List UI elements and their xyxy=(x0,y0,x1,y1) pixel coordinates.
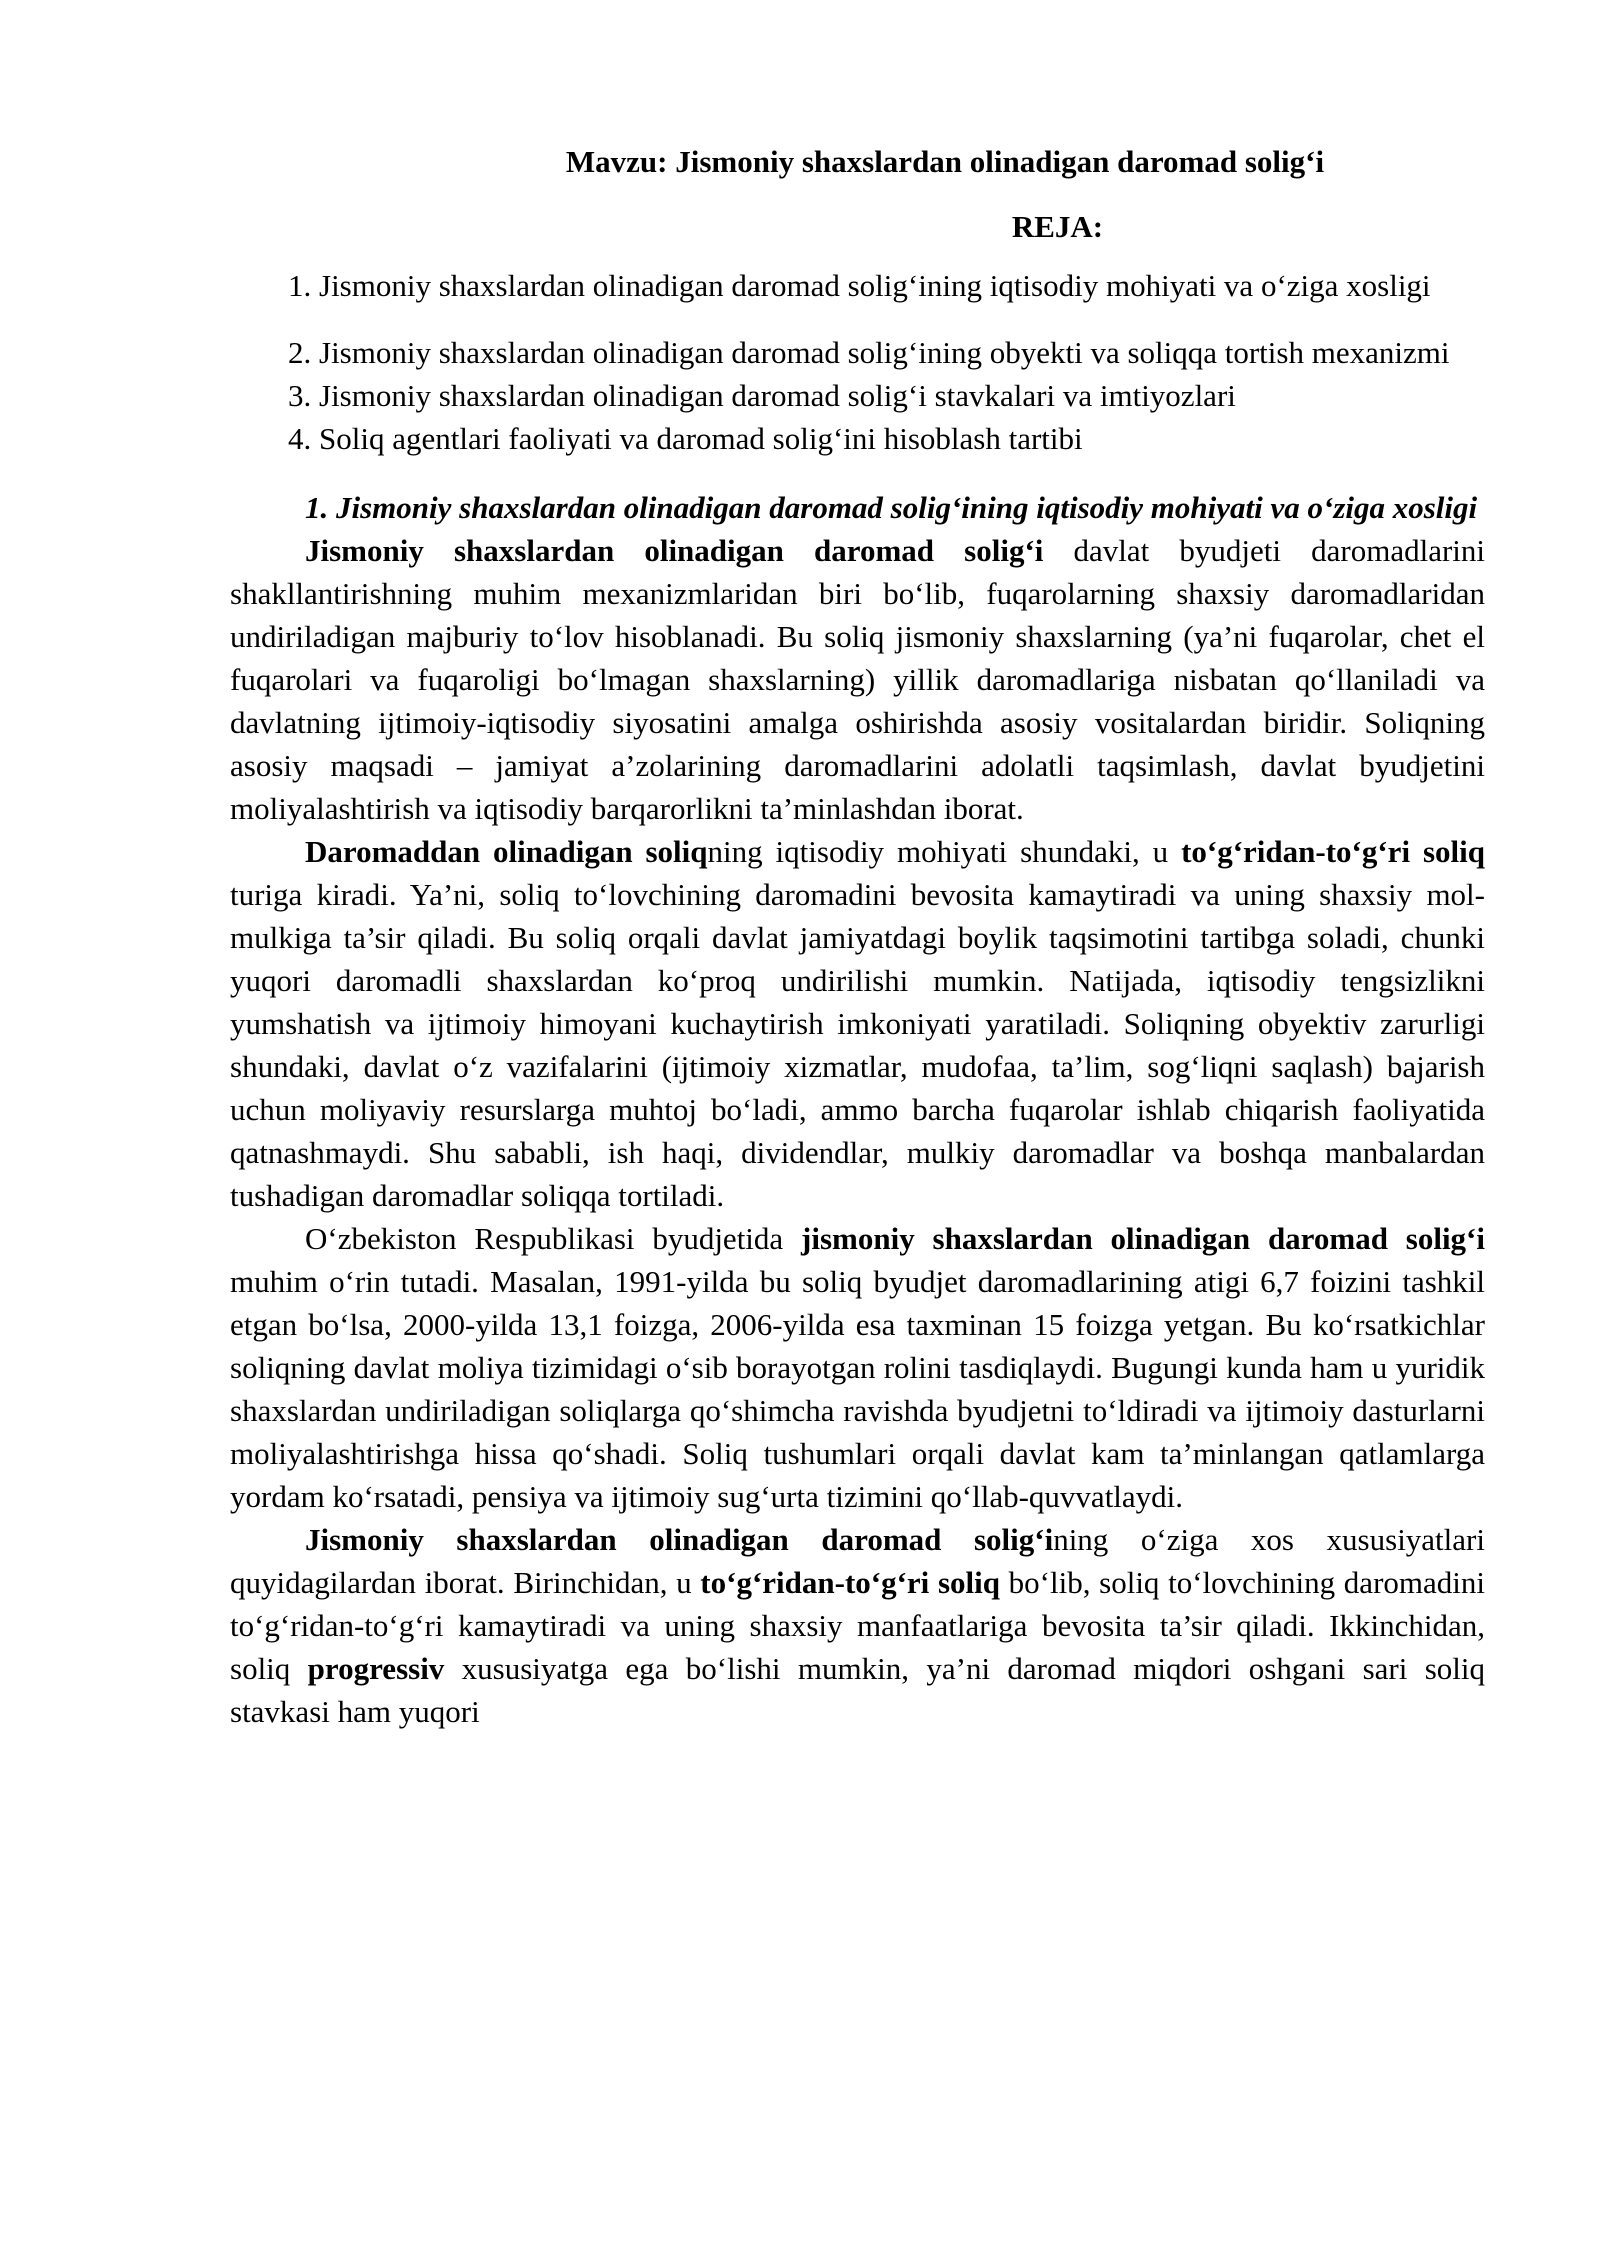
plan-item: 4. Soliq agentlari faoliyati va daromad solig‘ini hisoblash tartibi xyxy=(288,421,1083,456)
bold-term: Jismoniy shaxslardan olinadigan daromad solig‘i xyxy=(305,1522,1054,1557)
body-paragraph xyxy=(230,830,1485,1217)
paragraph-text: davlat byudjeti daromadlarini shakllantirishning muhim mexanizmlaridan biri bo‘lib, fuqarolarning shaxsiy daromadlaridan undiriladigan majburiy to‘lov hisoblanadi. Bu soliq jismoniy shaxslarning (ya’ni fuqarolar, chet el fuqarolari va fuqaroligi bo‘lmagan shaxslarning) yillik daromadlariga nisbatan qo‘llaniladi va davlatning ijtimoiy-iqtisodiy siyosatini amalga oshirishda asosiy vositalardan biridir. Soliqning asosiy maqsadi – jamiyat a’zolarining daromadlarini adolatli taqsimlash, davlat byudjetini moliyalashtirish va iqtisodiy barqarorlikni ta’minlashdan iborat. xyxy=(230,533,1485,826)
plan-item: 1. Jismoniy shaxslardan olinadigan daromad solig‘ining iqtisodiy mohiyati va o‘ziga xosligi xyxy=(288,268,1431,303)
document-title: Mavzu: Jismoniy shaxslardan olinadigan daromad solig‘i xyxy=(565,144,1325,179)
paragraph-text: muhim o‘rin tutadi. Masalan, 1991-yilda bu soliq byudjet daromadlarining atigi 6,7 foizini tashkil etgan bo‘lsa, 2000-yilda 13,1 foizga, 2006-yilda esa taxminan 15 foizga yetgan. Bu ko‘rsatkichlar soliqning davlat moliya tizimidagi o‘sib borayotgan rolini tasdiqlaydi. Bugungi kunda ham u yuridik shaxslardan undiriladigan soliqlarga qo‘shimcha ravishda byudjetni to‘ldiradi va ijtimoiy dasturlarni moliyalashtirishga hissa qo‘shadi. Soliq tushumlari orqali davlat kam ta’minlangan qatlamlarga yordam ko‘rsatadi, pensiya va ijtimoiy sug‘urta tizimini qo‘llab-quvvatlaydi. xyxy=(230,1264,1485,1514)
section-heading: 1. Jismoniy shaxslardan olinadigan daromad solig‘ining iqtisodiy mohiyati va o‘ziga xosligi xyxy=(305,490,1478,525)
paragraph-text: ning o‘ziga xos xususiyatlari quyidagilardan iborat. Birinchidan, u xyxy=(230,1522,1485,1600)
body-paragraph xyxy=(230,1518,1485,1733)
paragraph-text: bo‘lib, soliq to‘lovchining daromadini to‘g‘ridan-to‘g‘ri kamaytiradi va uning shaxsiy manfaatlariga bevosita ta’sir qiladi. Ikkinchidan, soliq xyxy=(230,1565,1485,1686)
paragraph-text: ning iqtisodiy mohiyati shundaki, u xyxy=(707,834,1182,869)
paragraph-text: turiga kiradi. Ya’ni, soliq to‘lovchining daromadini bevosita kamaytiradi va uning shaxsiy mol-mulkiga ta’sir qiladi. Bu soliq orqali davlat jamiyatdagi boylik taqsimotini tartibga soladi, chunki yuqori daromadli shaxslardan ko‘proq undirilishi mumkin. Natijada, iqtisodiy tengsizlikni yumshatish va ijtimoiy himoyani kuchaytirish imkoniyati yaratiladi. Soliqning obyektiv zarurligi shundaki, davlat o‘z vazifalarini (ijtimoiy xizmatlar, mudofaa, ta’lim, sog‘liqni saqlash) bajarish uchun moliyaviy resurslarga muhtoj bo‘ladi, ammo barcha fuqarolar ishlab chiqarish faoliyatida qatnashmaydi. Shu sababli, ish haqi, dividendlar, mulkiy daromadlar va boshqa manbalardan tushadigan daromadlar soliqqa tortiladi. xyxy=(230,877,1485,1213)
paragraph-text: xususiyatga ega bo‘lishi mumkin, ya’ni daromad miqdori oshgani sari soliq stavkasi ham yuqori xyxy=(230,1651,1485,1729)
bold-term: to‘g‘ridan-to‘g‘ri soliq xyxy=(1181,834,1485,869)
bold-term: progressiv xyxy=(307,1651,445,1686)
bold-term: to‘g‘ridan-to‘g‘ri soliq xyxy=(700,1565,1000,1600)
document-page xyxy=(230,140,1485,1733)
body-paragraph xyxy=(230,1217,1485,1518)
bold-term: Jismoniy shaxslardan olinadigan daromad solig‘i xyxy=(305,533,1044,568)
bold-term: jismoniy shaxslardan olinadigan daromad solig‘i xyxy=(801,1221,1485,1256)
plan-heading: REJA: xyxy=(1011,209,1104,244)
body-paragraph xyxy=(230,529,1485,830)
plan-item: 2. Jismoniy shaxslardan olinadigan daromad solig‘ining obyekti va soliqqa tortish mexanizmi xyxy=(288,335,1450,370)
paragraph-text: O‘zbekiston Respublikasi byudjetida xyxy=(305,1221,802,1256)
plan-item: 3. Jismoniy shaxslardan olinadigan daromad solig‘i stavkalari va imtiyozlari xyxy=(288,378,1236,413)
bold-term: Daromaddan olinadigan soliq xyxy=(305,834,708,869)
